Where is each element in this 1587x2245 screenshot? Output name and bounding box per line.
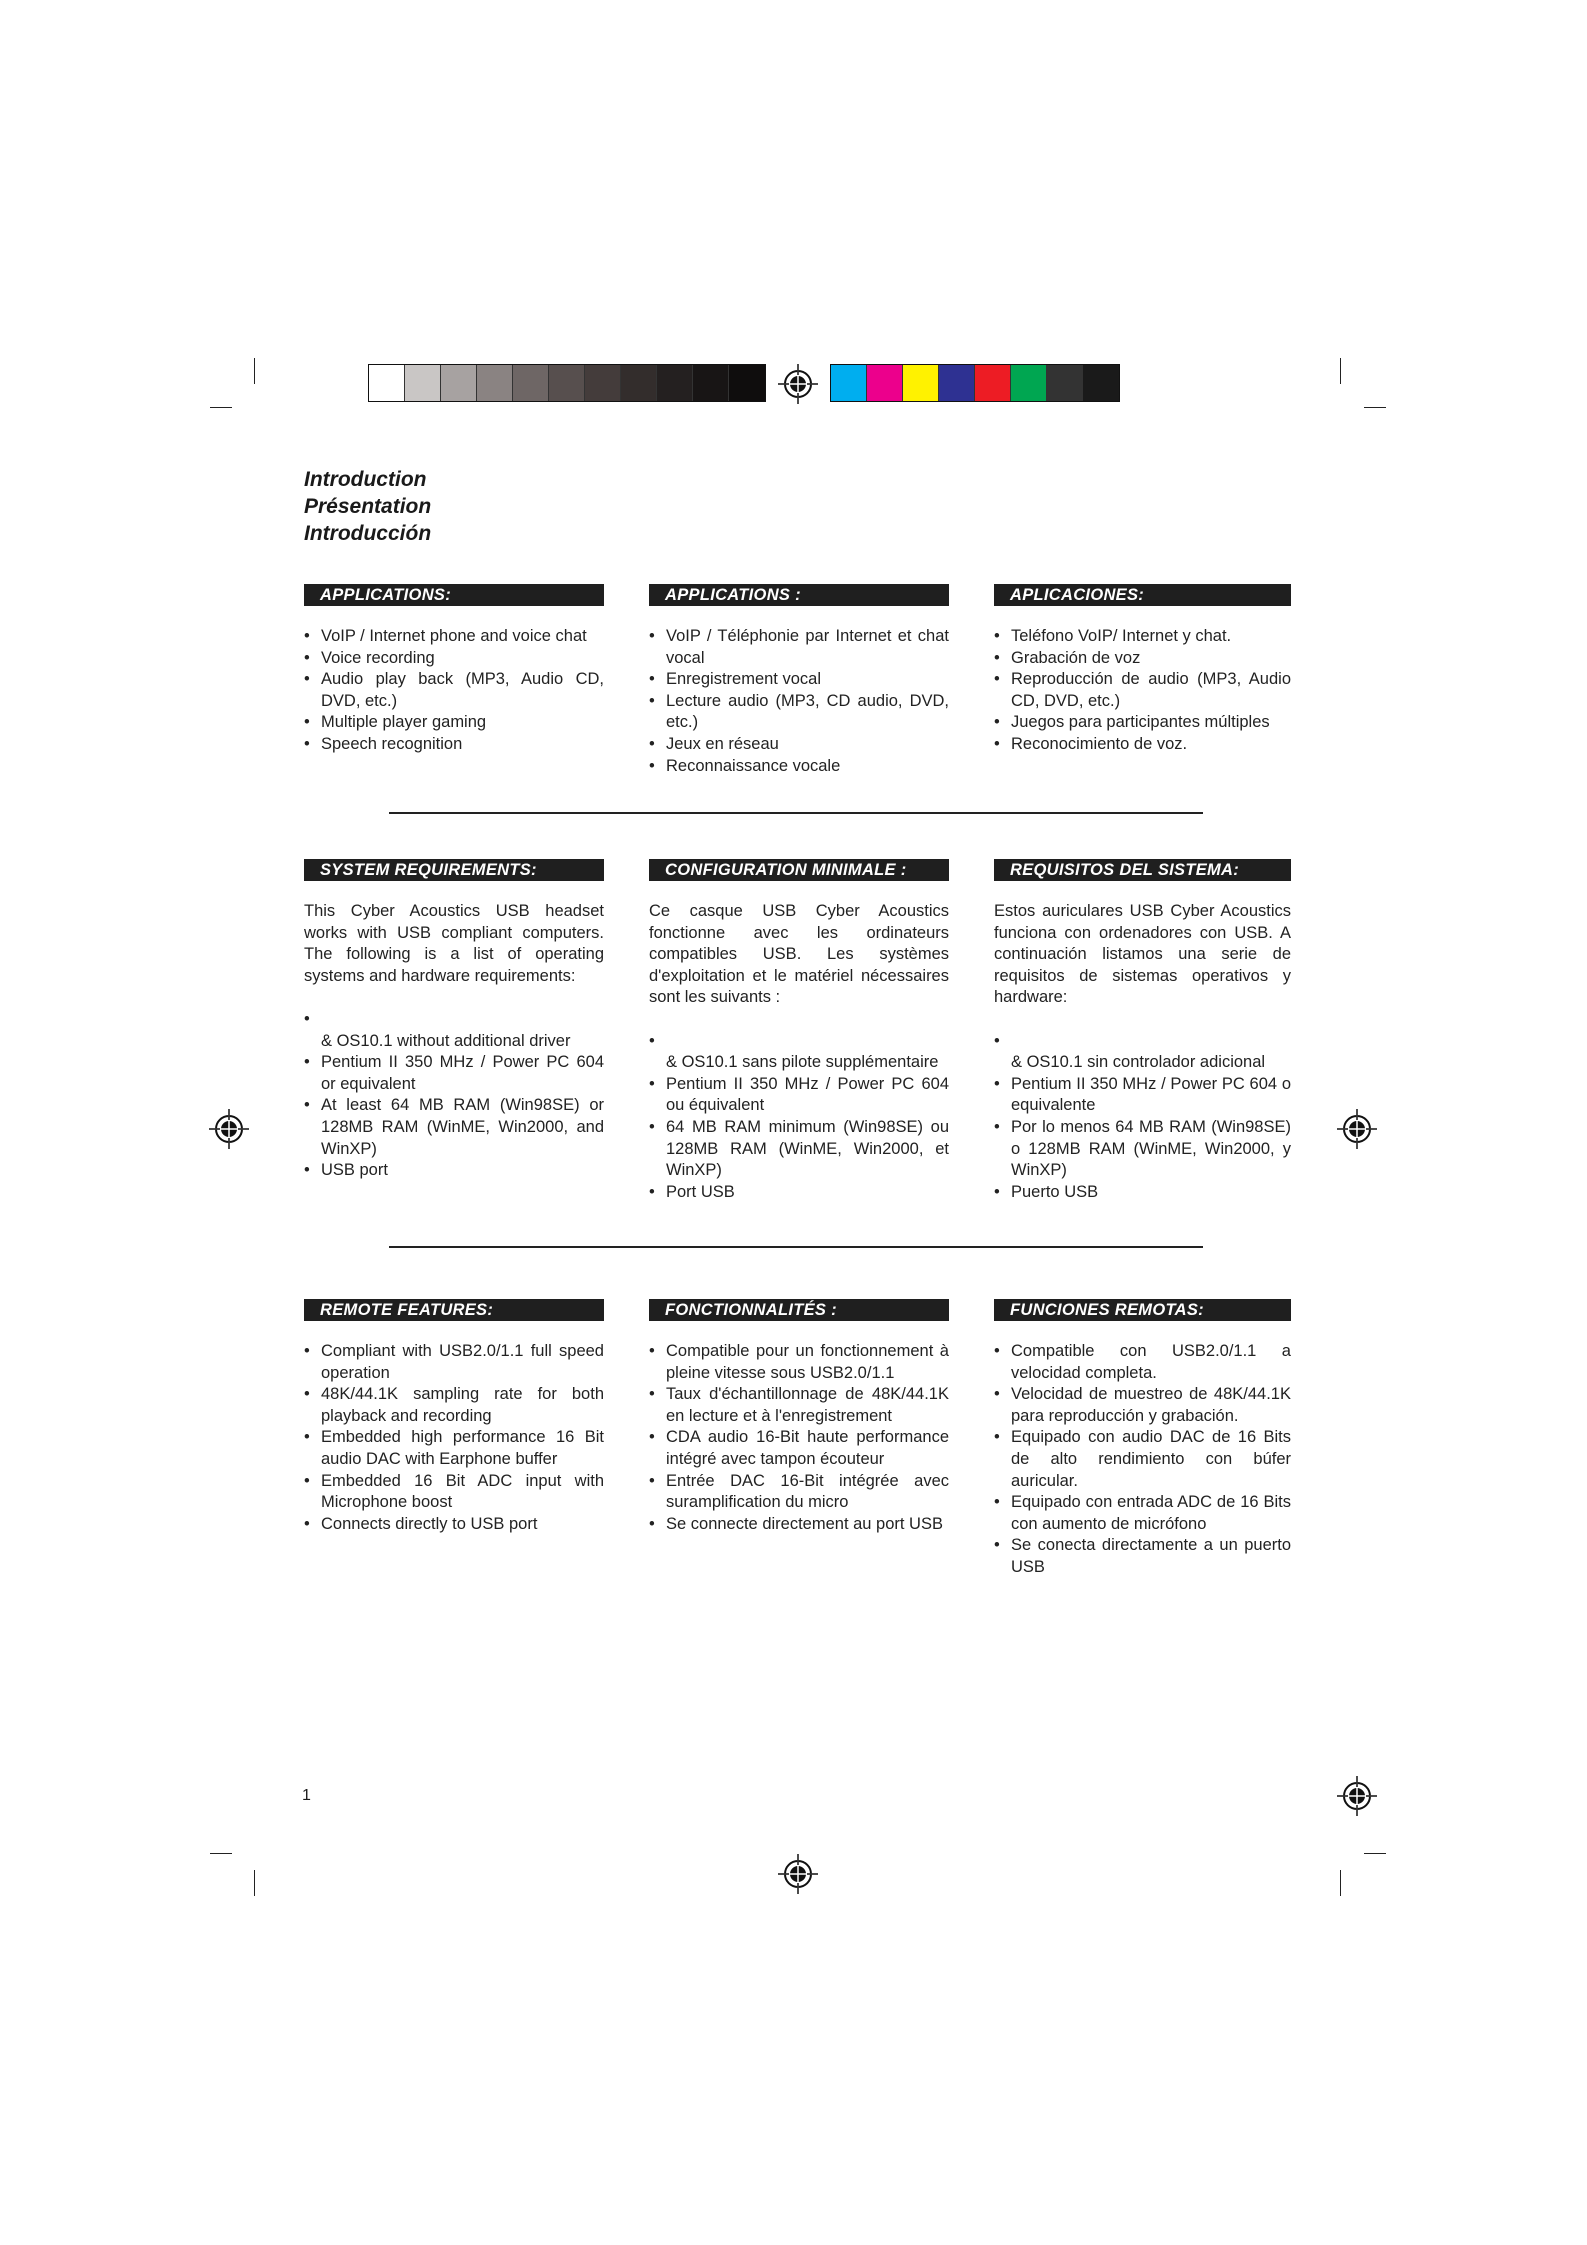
color-swatch	[975, 365, 1011, 401]
list-item: • At least 64 MB RAM (Win98SE) or 128MB RAM (WinME, Win2000, and WinXP)	[304, 1095, 604, 1160]
list-item: • CDA audio 16-Bit haute performance intégré avec tampon écouteur	[649, 1427, 949, 1470]
color-swatch	[831, 365, 867, 401]
list-item: • Reconnaissance vocale	[649, 756, 949, 778]
list-item: • Embedded 16 Bit ADC input with Microphone boost	[304, 1471, 604, 1514]
list-item: • Speech recognition	[304, 734, 604, 756]
registration-mark-icon	[776, 362, 820, 406]
list-item: • Embedded high performance 16 Bit audio DAC with Earphone buffer	[304, 1427, 604, 1470]
list-item: • Audio play back (MP3, Audio CD, DVD, etc.)	[304, 669, 604, 712]
intro-title-es: Introducción	[304, 522, 432, 545]
list-item: • Lecture audio (MP3, CD audio, DVD, etc.)	[649, 691, 949, 734]
applications-list-en	[304, 626, 604, 756]
list-item: • Multiple player gaming	[304, 712, 604, 734]
list-item: • Reconocimiento de voz.	[994, 734, 1291, 756]
list-item: • Jeux en réseau	[649, 734, 949, 756]
features-list-fr	[649, 1341, 949, 1535]
color-swatch	[621, 365, 657, 401]
intro-title-en: Introduction	[304, 468, 427, 491]
color-swatch	[729, 365, 765, 401]
os-line: & OS10.1 without additional driver	[321, 1031, 571, 1050]
color-swatch	[369, 365, 405, 401]
list-item: • Velocidad de muestreo de 48K/44.1K para reproducción y grabación.	[994, 1384, 1291, 1427]
list-item	[994, 1031, 1291, 1074]
list-item: • USB port	[304, 1160, 604, 1182]
list-item: • Pentium II 350 MHz / Power PC 604 ou équivalent	[649, 1074, 949, 1117]
color-swatch	[657, 365, 693, 401]
color-swatch	[903, 365, 939, 401]
page-number: 1	[302, 1787, 311, 1804]
list-item: • Juegos para participantes múltiples	[994, 712, 1291, 734]
applications-list-es	[994, 626, 1291, 756]
color-swatch	[477, 365, 513, 401]
requirements-heading-en: SYSTEM REQUIREMENTS:	[304, 859, 604, 881]
process-color-bar	[830, 364, 1120, 402]
registration-mark-icon	[207, 1107, 251, 1151]
requirements-intro-fr: Ce casque USB Cyber Acoustics fonctionne avec les ordinateurs compatibles USB. Les systèmes d'exploitation et le matériel nécessaires sont les suivants :	[649, 902, 949, 1007]
crop-mark	[210, 1853, 232, 1854]
features-list-en	[304, 1341, 604, 1535]
grayscale-color-bar	[368, 364, 766, 402]
list-item: • Se conecta directamente a un puerto USB	[994, 1535, 1291, 1578]
list-item: • 64 MB RAM minimum (Win98SE) ou 128MB RAM (WinME, Win2000, et WinXP)	[649, 1117, 949, 1182]
registration-mark-icon	[1335, 1774, 1379, 1818]
color-swatch	[549, 365, 585, 401]
color-swatch	[1047, 365, 1083, 401]
requirements-intro-en: This Cyber Acoustics USB headset works with USB compliant computers. The following is a list of operating systems and hardware requirements:	[304, 902, 604, 985]
features-list-es	[994, 1341, 1291, 1579]
section-divider	[389, 812, 1203, 814]
intro-titles	[304, 466, 431, 547]
applications-heading-es: APLICACIONES:	[994, 584, 1291, 606]
features-heading-en: REMOTE FEATURES:	[304, 1299, 604, 1321]
list-item: • Equipado con audio DAC de 16 Bits de alto rendimiento con búfer auricular.	[994, 1427, 1291, 1492]
os-line: & OS10.1 sans pilote supplémentaire	[666, 1053, 939, 1072]
color-swatch	[693, 365, 729, 401]
list-item: • Pentium II 350 MHz / Power PC 604 or equivalent	[304, 1052, 604, 1095]
crop-mark	[210, 407, 232, 408]
crop-mark	[1340, 358, 1341, 384]
color-swatch	[513, 365, 549, 401]
list-item: • VoIP / Internet phone and voice chat	[304, 626, 604, 648]
list-item: • Compatible con USB2.0/1.1 a velocidad completa.	[994, 1341, 1291, 1384]
list-item: • Por lo menos 64 MB RAM (Win98SE) o 128MB RAM (WinME, Win2000, y WinXP)	[994, 1117, 1291, 1182]
crop-mark	[1364, 1853, 1386, 1854]
crop-mark	[254, 358, 255, 384]
applications-list-fr	[649, 626, 949, 777]
list-item: • Enregistrement vocal	[649, 669, 949, 691]
features-heading-fr: FONCTIONNALITÉS :	[649, 1299, 949, 1321]
list-item: • Equipado con entrada ADC de 16 Bits con aumento de micrófono	[994, 1492, 1291, 1535]
list-item: • Entrée DAC 16-Bit intégrée avec suramplification du micro	[649, 1471, 949, 1514]
requirements-heading-es: REQUISITOS DEL SISTEMA:	[994, 859, 1291, 881]
crop-mark	[1364, 407, 1386, 408]
color-swatch	[1011, 365, 1047, 401]
list-item: • Reproducción de audio (MP3, Audio CD, DVD, etc.)	[994, 669, 1291, 712]
list-item: • Puerto USB	[994, 1182, 1291, 1204]
list-item: • Port USB	[649, 1182, 949, 1204]
crop-mark	[1340, 1870, 1341, 1896]
list-item: • Compatible pour un fonctionnement à pleine vitesse sous USB2.0/1.1	[649, 1341, 949, 1384]
list-item: • Teléfono VoIP/ Internet y chat.	[994, 626, 1291, 648]
registration-mark-icon	[1335, 1107, 1379, 1151]
list-item: • Compliant with USB2.0/1.1 full speed operation	[304, 1341, 604, 1384]
list-item	[304, 1009, 604, 1052]
intro-title-fr: Présentation	[304, 495, 432, 518]
registration-mark-icon	[776, 1852, 820, 1896]
list-item: • Voice recording	[304, 648, 604, 670]
list-item	[649, 1031, 949, 1074]
requirements-intro-es: Estos auriculares USB Cyber Acoustics funciona con ordenadores con USB. A continuación listamos una serie de requisitos de sistemas operativos y hardware:	[994, 902, 1291, 1007]
features-heading-es: FUNCIONES REMOTAS:	[994, 1299, 1291, 1321]
list-item: • Connects directly to USB port	[304, 1514, 604, 1536]
requirements-column-fr	[649, 901, 949, 1203]
requirements-column-es	[994, 901, 1291, 1203]
os-line: & OS10.1 sin controlador adicional	[1011, 1053, 1266, 1072]
requirements-heading-fr: CONFIGURATION MINIMALE :	[649, 859, 949, 881]
color-swatch	[585, 365, 621, 401]
color-swatch	[939, 365, 975, 401]
list-item: • 48K/44.1K sampling rate for both playback and recording	[304, 1384, 604, 1427]
list-item: • Grabación de voz	[994, 648, 1291, 670]
color-swatch	[867, 365, 903, 401]
color-swatch	[1083, 365, 1119, 401]
applications-heading-en: APPLICATIONS:	[304, 584, 604, 606]
applications-heading-fr: APPLICATIONS :	[649, 584, 949, 606]
requirements-column-en	[304, 901, 604, 1182]
list-item: • Se connecte directement au port USB	[649, 1514, 949, 1536]
crop-mark	[254, 1870, 255, 1896]
section-divider	[389, 1246, 1203, 1248]
color-swatch	[441, 365, 477, 401]
color-swatch	[405, 365, 441, 401]
list-item: • VoIP / Téléphonie par Internet et chat vocal	[649, 626, 949, 669]
list-item: • Pentium II 350 MHz / Power PC 604 o equivalente	[994, 1074, 1291, 1117]
list-item: • Taux d'échantillonnage de 48K/44.1K en lecture et à l'enregistrement	[649, 1384, 949, 1427]
